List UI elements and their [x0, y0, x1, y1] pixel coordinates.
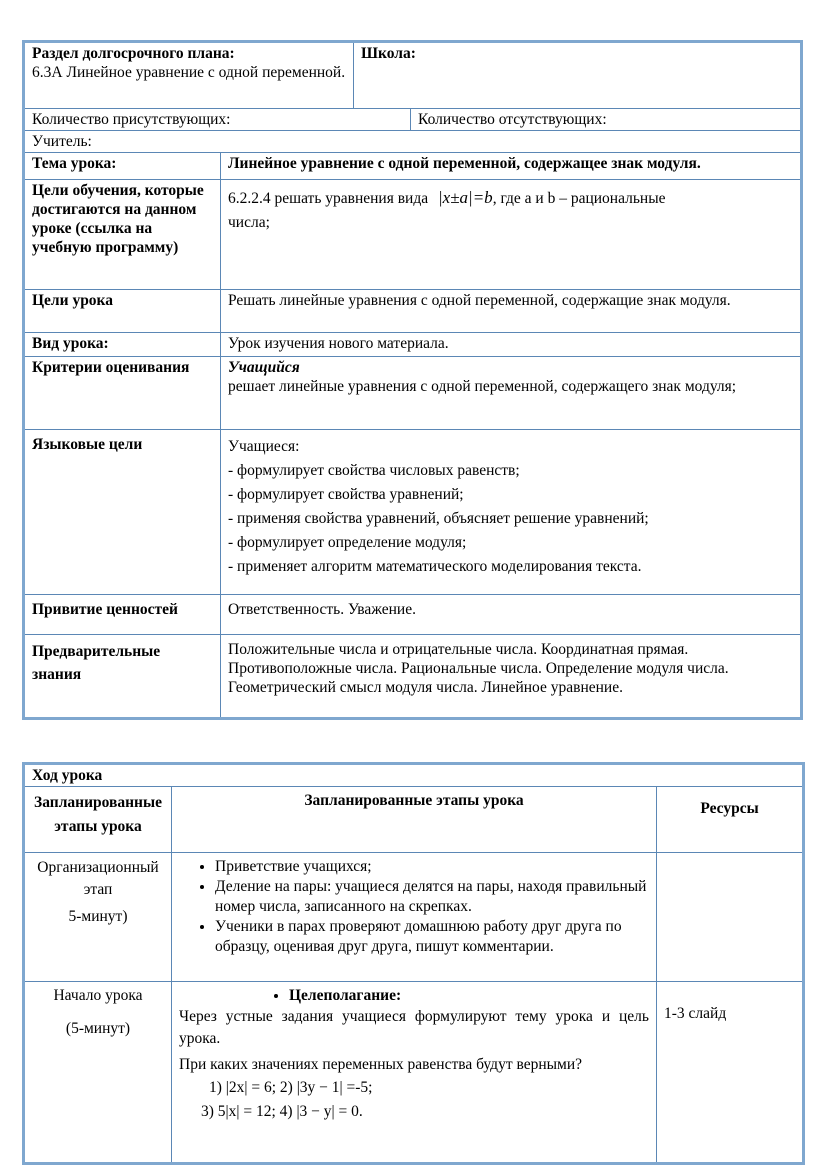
learning-goals-prefix: 6.2.2.4 решать уравнения вида	[228, 190, 429, 207]
learning-goals-suffix2: числа;	[228, 214, 270, 231]
stage1-content	[172, 853, 657, 982]
goal-setting-item: • Целеполагание:	[289, 986, 649, 1006]
lesson-flow-table	[22, 762, 805, 1165]
lesson-type-value: Урок изучения нового материала.	[221, 333, 802, 357]
present-label: Количество присутствующих:	[24, 109, 411, 131]
learning-goals-formula: |x±a|=b	[437, 188, 493, 207]
stage2-name: Начало урока	[53, 987, 143, 1004]
language-item: - формулирует свойства уравнений;	[228, 486, 464, 503]
absent-label: Количество отсутствующих:	[411, 109, 802, 131]
language-item: - формулирует свойства числовых равенств;	[228, 462, 520, 479]
criteria-label: Критерии оценивания	[24, 357, 221, 430]
section-label: Раздел долгосрочного плана:	[32, 45, 235, 62]
school-label: Школа:	[361, 45, 416, 62]
school-cell	[354, 42, 802, 109]
learning-goals-label: Цели обучения, которые достигаются на данном уроке (ссылка на учебную программу)	[24, 180, 221, 290]
stage2-cell	[24, 982, 172, 1164]
section-cell	[24, 42, 354, 109]
values-value: Ответственность. Уважение.	[221, 595, 802, 635]
language-item: - применяет алгоритм математического моделирования текста.	[228, 558, 642, 575]
stage1-time: 5-минут)	[68, 908, 128, 925]
stage2-resources: 1-3 слайд	[657, 982, 804, 1164]
language-item: Учащиеся:	[228, 438, 300, 455]
col3-header: Ресурсы	[657, 787, 804, 853]
stage1-name: Организационный этап	[37, 859, 159, 898]
lesson-goals-label: Цели урока	[24, 290, 221, 333]
stage1-list	[179, 857, 649, 957]
stage2-equations-2: 3) 5|x| = 12; 4) |3 − y| = 0.	[201, 1103, 363, 1120]
section-value: 6.3А Линейное уравнение с одной переменной.	[32, 64, 346, 81]
list-item: • Деление на пары: учащиеся делятся на пары, находя правильный номер числа, записанного на скрепках.	[215, 877, 649, 917]
criteria-title: Учащийся	[228, 359, 300, 376]
learning-goals-cell	[221, 180, 802, 290]
learning-goals-suffix: , где a и b – рациональные	[492, 190, 666, 207]
lesson-goals-value: Решать линейные уравнения с одной переменной, содержащие знак модуля.	[221, 290, 802, 333]
stage2-paragraph-2: При каких значениях переменных равенства будут верными?	[179, 1056, 583, 1073]
stage2-time: (5-минут)	[65, 1020, 131, 1037]
col1-header: Запланированные этапы урока	[24, 787, 172, 853]
topic-value: Линейное уравнение с одной переменной, содержащее знак модуля.	[221, 153, 802, 180]
teacher-label: Учитель:	[24, 131, 802, 153]
language-item: - формулирует определение модуля;	[228, 534, 467, 551]
lesson-type-label: Вид урока:	[24, 333, 221, 357]
topic-label: Тема урока:	[24, 153, 221, 180]
lesson-flow-title: Ход урока	[24, 764, 804, 787]
lesson-plan-header-table	[22, 40, 803, 720]
language-item: - применяя свойства уравнений, объясняет решение уравнений;	[228, 510, 649, 527]
prior-value: Положительные числа и отрицательные числа. Координатная прямая. Противоположные числа. Рациональные числа. Определение модуля числа. Геометрический смысл модуля числа. Линейное уравнение.	[221, 635, 802, 719]
stage1-cell	[24, 853, 172, 982]
stage2-list	[179, 986, 649, 1006]
stage1-resources	[657, 853, 804, 982]
prior-label: Предварительные знания	[24, 635, 221, 719]
language-label: Языковые цели	[24, 430, 221, 595]
criteria-cell	[221, 357, 802, 430]
stage2-paragraph-1: Через устные задания учащиеся формулируют тему урока и цель урока.	[179, 1008, 649, 1047]
stage2-equations-1: 1) |2x| = 6; 2) |3y − 1| =-5;	[209, 1079, 373, 1096]
values-label: Привитие ценностей	[24, 595, 221, 635]
col2-header: Запланированные этапы урока	[172, 787, 657, 853]
criteria-value: решает линейные уравнения с одной переменной, содержащего знак модуля;	[228, 378, 737, 395]
language-cell	[221, 430, 802, 595]
list-item: • Ученики в парах проверяют домашнюю работу друг друга по образцу, оценивая друг друга, пишут комментарии.	[215, 917, 649, 957]
list-item: • Приветствие учащихся;	[215, 857, 649, 877]
stage2-content	[172, 982, 657, 1164]
